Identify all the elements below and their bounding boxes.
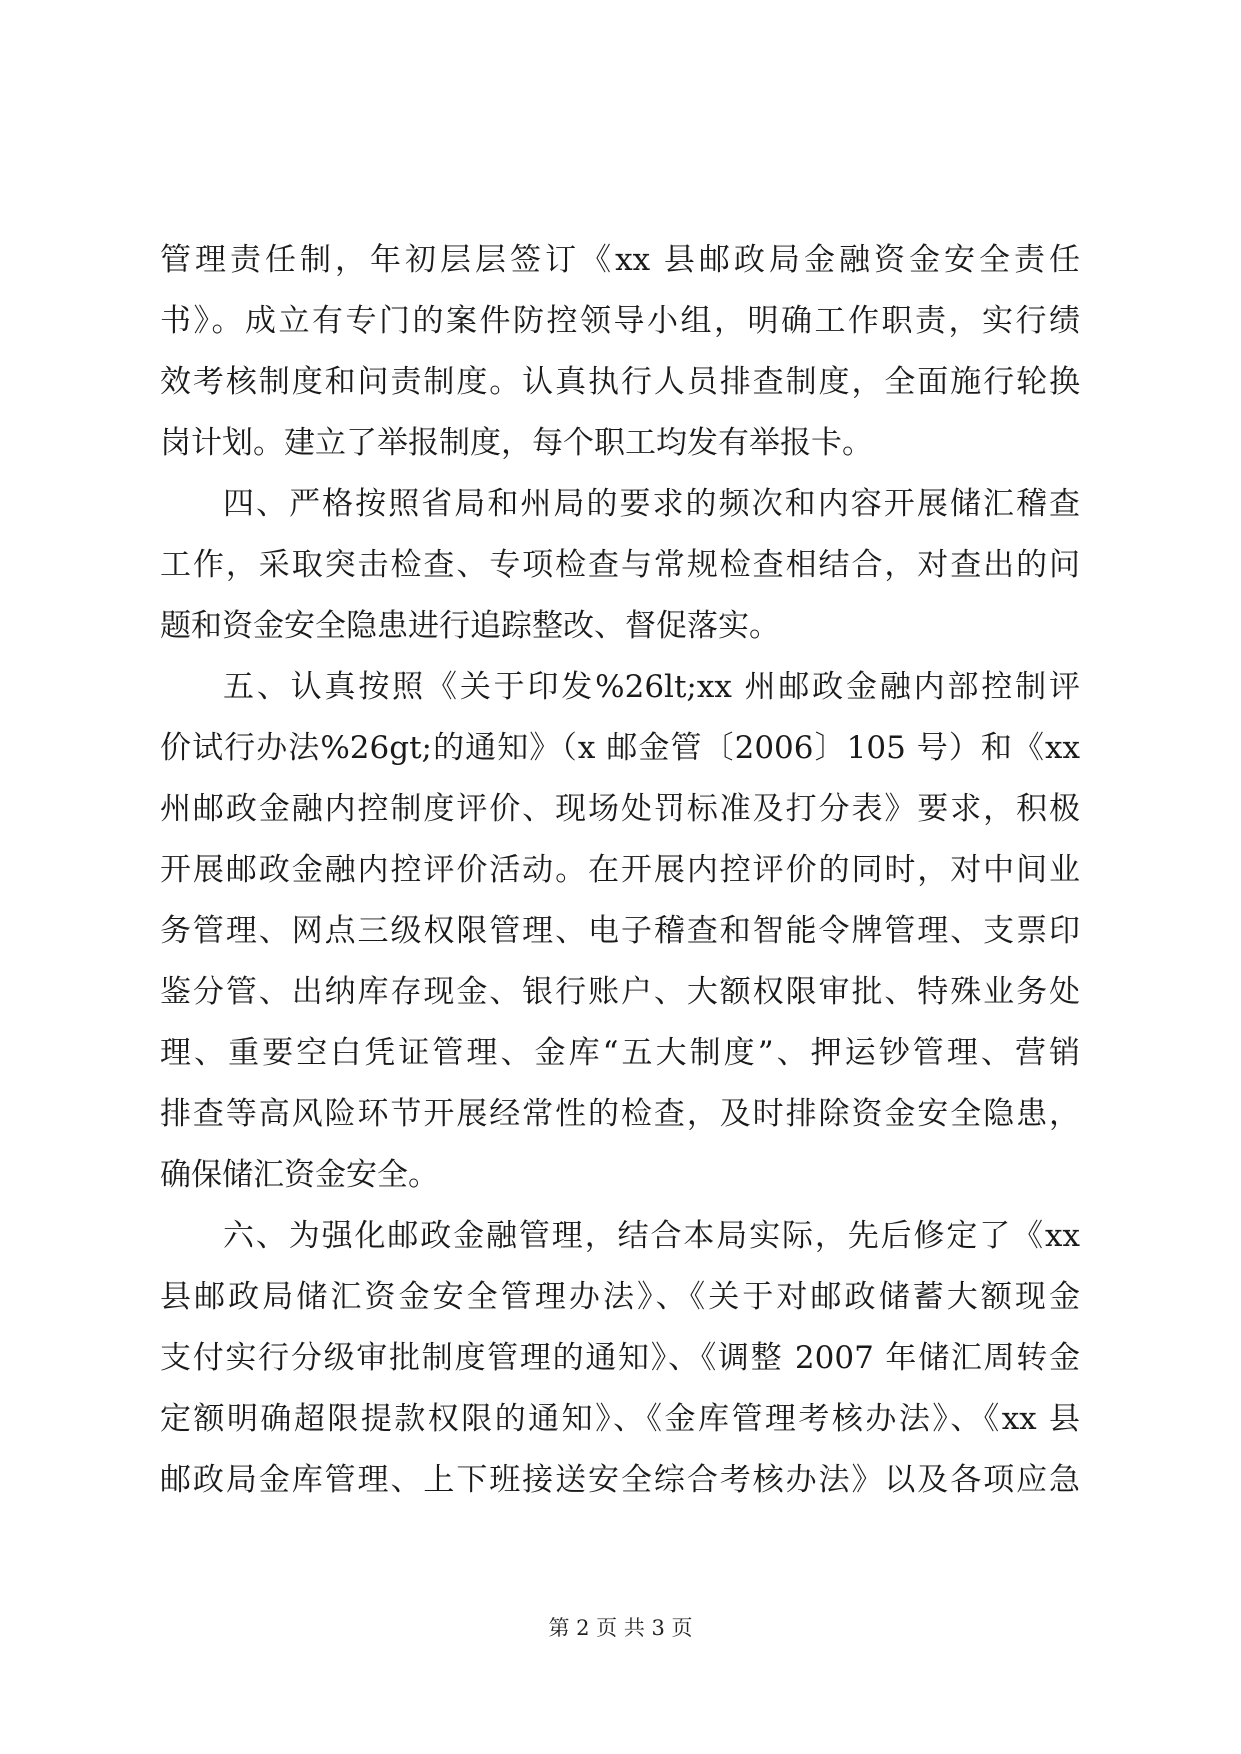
text-line: 排查等高风险环节开展经常性的检查，及时排除资金安全隐患， (160, 1096, 1080, 1132)
paragraph-start-line: 六、为强化邮政金融管理，结合本局实际，先后修定了《xx (223, 1218, 1080, 1254)
text-line: 岗计划。建立了举报制度，每个职工均发有举报卡。 (160, 425, 873, 461)
text-line: 管理责任制，年初层层签订《xx 县邮政局金融资金安全责任 (160, 242, 1080, 278)
text-line: 题和资金安全隐患进行追踪整改、督促落实。 (160, 608, 780, 644)
text-line: 价试行办法%26gt;的通知》（x 邮金管〔2006〕105 号）和《xx (160, 730, 1080, 766)
text-line: 效考核制度和问责制度。认真执行人员排查制度，全面施行轮换 (160, 364, 1080, 400)
text-line: 务管理、网点三级权限管理、电子稽查和智能令牌管理、支票印 (160, 913, 1080, 949)
text-line: 确保储汇资金安全。 (160, 1157, 439, 1193)
page-number-footer: 第 2 页 共 3 页 (548, 1616, 693, 1640)
text-line: 定额明确超限提款权限的通知》、《金库管理考核办法》、《xx 县 (160, 1401, 1080, 1437)
paragraph-start-line: 五、认真按照《关于印发%26lt;xx 州邮政金融内部控制评 (223, 669, 1080, 705)
text-line: 支付实行分级审批制度管理的通知》、《调整 2007 年储汇周转金 (160, 1340, 1080, 1376)
text-line: 工作，采取突击检查、专项检查与常规检查相结合，对查出的问 (160, 547, 1080, 583)
document-body (160, 230, 1080, 1511)
paragraph-start-line: 四、严格按照省局和州局的要求的频次和内容开展储汇稽查 (223, 486, 1080, 522)
text-line: 书》。成立有专门的案件防控领导小组，明确工作职责，实行绩 (160, 303, 1080, 339)
text-line: 邮政局金库管理、上下班接送安全综合考核办法》以及各项应急 (160, 1462, 1080, 1498)
text-line: 开展邮政金融内控评价活动。在开展内控评价的同时，对中间业 (160, 852, 1080, 888)
text-line: 州邮政金融内控制度评价、现场处罚标准及打分表》要求，积极 (160, 791, 1080, 827)
text-line: 理、重要空白凭证管理、金库“五大制度”、押运钞管理、营销 (160, 1035, 1080, 1071)
text-line: 县邮政局储汇资金安全管理办法》、《关于对邮政储蓄大额现金 (160, 1279, 1080, 1315)
text-line: 鉴分管、出纳库存现金、银行账户、大额权限审批、特殊业务处 (160, 974, 1080, 1010)
